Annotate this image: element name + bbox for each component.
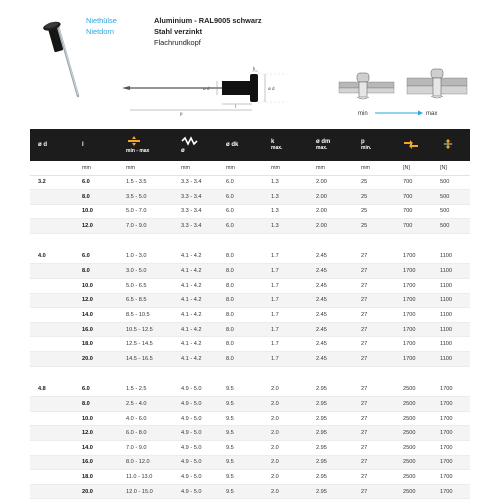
col-header-length: [74, 129, 118, 161]
table-cell: 3.3 - 3.4: [173, 190, 218, 205]
table-cell: 1100: [432, 293, 470, 308]
header-label: k: [271, 139, 275, 145]
table-cell: 1.3: [263, 204, 308, 219]
table-cell: 8.0: [218, 293, 263, 308]
table-cell: 1.5 - 2.5: [118, 382, 173, 397]
table-cell: 2.95: [308, 455, 353, 470]
diameter-cell: [30, 293, 74, 308]
table-cell: 1100: [432, 308, 470, 323]
table-cell: 2.45: [308, 264, 353, 279]
table-cell: 9.5: [218, 426, 263, 441]
table-cell: 2.95: [308, 441, 353, 456]
spacer-cell: [30, 233, 470, 249]
table-row: [30, 352, 470, 367]
header-label: l: [82, 142, 84, 148]
table-cell: 1.7: [263, 337, 308, 352]
table-cell: 2.45: [308, 337, 353, 352]
table-cell: 1.7: [263, 279, 308, 294]
table-cell: 2.95: [308, 426, 353, 441]
col-header-tensile: [432, 129, 470, 161]
table-cell: 27: [353, 470, 395, 485]
table-cell: 3.0 - 5.0: [118, 264, 173, 279]
table-cell: 2.0: [263, 441, 308, 456]
table-cell: 25: [353, 204, 395, 219]
table-cell: 27: [353, 441, 395, 456]
diameter-cell: 3.2: [30, 175, 74, 190]
header-sub: min.: [361, 145, 372, 151]
table-cell: 6.0: [218, 190, 263, 205]
table-cell: 7.0 - 9.0: [118, 441, 173, 456]
table-cell: 2.00: [308, 190, 353, 205]
table-cell: 6.0: [74, 175, 118, 190]
table-cell: 2.0: [263, 397, 308, 412]
table-cell: 2.95: [308, 470, 353, 485]
table-cell: 12.0: [74, 426, 118, 441]
table-cell: 1.3: [263, 175, 308, 190]
spacer-cell: [30, 366, 470, 382]
diameter-cell: [30, 484, 74, 499]
table-cell: 1.7: [263, 293, 308, 308]
rivet-photo: [36, 12, 86, 102]
table-cell: 1700: [432, 397, 470, 412]
table-cell: 9.5: [218, 470, 263, 485]
table-cell: 4.1 - 4.2: [173, 322, 218, 337]
col-header-mandrel-length: [353, 129, 395, 161]
spec-key: Niethülse: [86, 16, 117, 25]
table-cell: 1700: [432, 470, 470, 485]
table-row: [30, 337, 470, 352]
table-cell: 10.0: [74, 204, 118, 219]
table-cell: 2500: [395, 455, 432, 470]
table-cell: 8.0: [218, 337, 263, 352]
table-cell: 9.5: [218, 455, 263, 470]
table-cell: 1100: [432, 352, 470, 367]
header-label: ø: [181, 148, 185, 154]
table-cell: 1700: [395, 322, 432, 337]
table-cell: 6.0: [218, 204, 263, 219]
spec-row-head: [86, 37, 262, 48]
group-spacer: [30, 233, 470, 249]
table-cell: 3.3 - 3.4: [173, 204, 218, 219]
col-header-head-diameter: [218, 129, 263, 161]
table-cell: 700: [395, 190, 432, 205]
table-cell: 27: [353, 426, 395, 441]
header-sub: min - max: [126, 148, 150, 154]
grip-range-icon: [126, 136, 142, 146]
table-cell: 2.0: [263, 484, 308, 499]
diameter-cell: [30, 322, 74, 337]
table-cell: 9.5: [218, 382, 263, 397]
unit-cell: mm: [353, 161, 395, 175]
table-cell: 27: [353, 337, 395, 352]
table-cell: 700: [395, 204, 432, 219]
table-cell: 2500: [395, 411, 432, 426]
table-cell: 4.1 - 4.2: [173, 337, 218, 352]
table-cell: 8.0: [74, 190, 118, 205]
table-cell: 12.0 - 15.0: [118, 484, 173, 499]
table-cell: 2.0: [263, 411, 308, 426]
col-header-drill: [173, 129, 218, 161]
table-cell: 500: [432, 175, 470, 190]
diameter-cell: [30, 190, 74, 205]
table-cell: 8.0 - 12.0: [118, 455, 173, 470]
table-cell: 2.45: [308, 279, 353, 294]
table-cell: 8.0: [74, 264, 118, 279]
table-cell: 8.0: [218, 308, 263, 323]
table-cell: 3.3 - 3.4: [173, 175, 218, 190]
table-cell: 500: [432, 219, 470, 234]
table-cell: 27: [353, 484, 395, 499]
shear-force-icon: [403, 139, 419, 149]
diameter-cell: [30, 219, 74, 234]
unit-cell: mm: [263, 161, 308, 175]
table-cell: 1700: [432, 484, 470, 499]
table-cell: 1.7: [263, 308, 308, 323]
table-cell: 27: [353, 352, 395, 367]
table-cell: 4.9 - 5.0: [173, 470, 218, 485]
spec-row-mandrel: [86, 26, 262, 37]
table-cell: 1700: [432, 426, 470, 441]
col-header-head-height: [263, 129, 308, 161]
table-row: [30, 264, 470, 279]
table-cell: 1700: [395, 279, 432, 294]
table-cell: 1700: [395, 249, 432, 264]
table-cell: 14.0: [74, 308, 118, 323]
spec-value: Flachrundkopf: [154, 38, 201, 47]
table-cell: 25: [353, 175, 395, 190]
table-cell: 27: [353, 322, 395, 337]
table-cell: 2.0: [263, 470, 308, 485]
table-cell: 16.0: [74, 322, 118, 337]
table-cell: 1.5 - 3.5: [118, 175, 173, 190]
unit-cell: mm: [74, 161, 118, 175]
table-cell: 4.0 - 6.0: [118, 411, 173, 426]
table-cell: 9.5: [218, 484, 263, 499]
table-cell: 1.7: [263, 352, 308, 367]
table-row: [30, 219, 470, 234]
diameter-cell: [30, 426, 74, 441]
table-cell: 2.45: [308, 308, 353, 323]
table-cell: 1700: [432, 382, 470, 397]
table-cell: 2.00: [308, 204, 353, 219]
table-cell: 2500: [395, 470, 432, 485]
table-cell: 27: [353, 397, 395, 412]
dim-l-label: l: [235, 104, 236, 109]
table-row: [30, 249, 470, 264]
header-label: p: [361, 139, 365, 145]
table-row: [30, 322, 470, 337]
table-cell: 11.0 - 13.0: [118, 470, 173, 485]
table-cell: 12.5 - 14.5: [118, 337, 173, 352]
table-cell: 4.9 - 5.0: [173, 455, 218, 470]
diameter-cell: [30, 264, 74, 279]
unit-cell: mm: [173, 161, 218, 175]
table-cell: 1700: [395, 352, 432, 367]
table-cell: 1700: [395, 293, 432, 308]
diameter-cell: [30, 470, 74, 485]
table-cell: 27: [353, 249, 395, 264]
diameter-cell: [30, 308, 74, 323]
table-cell: 4.9 - 5.0: [173, 426, 218, 441]
table-row: [30, 484, 470, 499]
table-cell: 4.9 - 5.0: [173, 441, 218, 456]
table-cell: 18.0: [74, 470, 118, 485]
dim-dk-label: ø d: [268, 86, 275, 91]
table-cell: 1700: [432, 411, 470, 426]
table-cell: 6.0 - 8.0: [118, 426, 173, 441]
technical-drawing: [110, 66, 310, 116]
table-cell: 2.45: [308, 322, 353, 337]
table-cell: 9.5: [218, 411, 263, 426]
table-cell: 25: [353, 219, 395, 234]
unit-cell: mm: [308, 161, 353, 175]
product-header: [0, 0, 500, 125]
table-row: [30, 308, 470, 323]
table-cell: 1.7: [263, 249, 308, 264]
table-cell: 2.00: [308, 219, 353, 234]
diameter-cell: [30, 279, 74, 294]
table-cell: 7.0 - 9.0: [118, 219, 173, 234]
table-cell: 18.0: [74, 337, 118, 352]
diameter-cell: 4.8: [30, 382, 74, 397]
table-cell: 2.00: [308, 175, 353, 190]
table-cell: 1100: [432, 322, 470, 337]
spec-block: [86, 15, 262, 48]
table-cell: 1100: [432, 279, 470, 294]
col-header-mandrel-diameter: [308, 129, 353, 161]
tensile-force-icon: [440, 139, 456, 149]
table-cell: 4.1 - 4.2: [173, 279, 218, 294]
table-cell: 27: [353, 411, 395, 426]
table-cell: 6.0: [218, 219, 263, 234]
table-cell: 16.0: [74, 455, 118, 470]
grip-range-illustration: [335, 65, 475, 125]
grip-max-label: max: [426, 111, 438, 117]
table-row: [30, 441, 470, 456]
header-label: ø dk: [226, 142, 239, 148]
table-cell: 1700: [395, 264, 432, 279]
table-cell: 27: [353, 293, 395, 308]
table-cell: 27: [353, 279, 395, 294]
table-cell: 1100: [432, 264, 470, 279]
table-row: [30, 397, 470, 412]
table-cell: 2.95: [308, 397, 353, 412]
diameter-cell: [30, 352, 74, 367]
table-cell: 8.0: [218, 264, 263, 279]
table-cell: 4.9 - 5.0: [173, 411, 218, 426]
table-cell: 10.0: [74, 279, 118, 294]
spec-value: Stahl verzinkt: [154, 27, 203, 36]
table-cell: 2.45: [308, 249, 353, 264]
table-cell: 2.0: [263, 382, 308, 397]
table-header-row: [30, 129, 470, 161]
table-cell: 27: [353, 455, 395, 470]
table-cell: 2500: [395, 397, 432, 412]
grip-min-label: min: [358, 111, 368, 117]
table-cell: 10.5 - 12.5: [118, 322, 173, 337]
header-label: ø d: [38, 142, 47, 148]
table-row: [30, 279, 470, 294]
table-row: [30, 470, 470, 485]
diameter-cell: [30, 411, 74, 426]
diameter-cell: [30, 204, 74, 219]
table-cell: 10.0: [74, 411, 118, 426]
table-cell: 14.5 - 16.5: [118, 352, 173, 367]
table-cell: 2.0: [263, 455, 308, 470]
table-cell: 12.0: [74, 219, 118, 234]
table-cell: 8.0: [218, 322, 263, 337]
table-cell: 2500: [395, 426, 432, 441]
table-cell: 1700: [432, 455, 470, 470]
table-cell: 6.5 - 8.5: [118, 293, 173, 308]
table-cell: 1.0 - 3.0: [118, 249, 173, 264]
unit-cell: [N]: [432, 161, 470, 175]
table-cell: 1100: [432, 249, 470, 264]
col-header-grip-range: [118, 129, 173, 161]
table-row: [30, 293, 470, 308]
table-cell: 2.95: [308, 382, 353, 397]
table-row: [30, 426, 470, 441]
header-label: ø dm: [316, 139, 331, 145]
table-cell: 2500: [395, 441, 432, 456]
header-sub: max.: [316, 145, 328, 151]
rivet-spec-table: [30, 129, 470, 499]
diameter-cell: 4.0: [30, 249, 74, 264]
table-cell: 2500: [395, 484, 432, 499]
table-row: [30, 455, 470, 470]
unit-cell: [30, 161, 74, 175]
table-cell: 27: [353, 308, 395, 323]
table-cell: 4.9 - 5.0: [173, 382, 218, 397]
table-cell: 27: [353, 382, 395, 397]
table-cell: 4.1 - 4.2: [173, 352, 218, 367]
table-cell: 2.45: [308, 352, 353, 367]
col-header-shear: [395, 129, 432, 161]
table-cell: 8.0: [218, 279, 263, 294]
table-cell: 1100: [432, 337, 470, 352]
spec-row-sleeve: [86, 15, 262, 26]
table-cell: 4.1 - 4.2: [173, 249, 218, 264]
table-cell: 500: [432, 204, 470, 219]
header-sub: max.: [271, 145, 283, 151]
table-cell: 500: [432, 190, 470, 205]
table-cell: 1700: [395, 308, 432, 323]
table-cell: 5.0 - 6.5: [118, 279, 173, 294]
table-cell: 8.0: [218, 249, 263, 264]
table-cell: 2.45: [308, 293, 353, 308]
table-cell: 2.95: [308, 484, 353, 499]
unit-cell: mm: [218, 161, 263, 175]
group-spacer: [30, 366, 470, 382]
table-cell: 5.0 - 7.0: [118, 204, 173, 219]
table-cell: 1.7: [263, 264, 308, 279]
table-cell: 2.95: [308, 411, 353, 426]
table-cell: 1700: [432, 441, 470, 456]
table-row: [30, 204, 470, 219]
table-cell: 700: [395, 175, 432, 190]
table-cell: 4.1 - 4.2: [173, 308, 218, 323]
table-cell: 27: [353, 264, 395, 279]
table-row: [30, 175, 470, 190]
spec-value: Aluminium - RAL9005 schwarz: [154, 16, 262, 25]
unit-cell: [N]: [395, 161, 432, 175]
table-cell: 2.0: [263, 426, 308, 441]
table-cell: 700: [395, 219, 432, 234]
table-cell: 8.5 - 10.5: [118, 308, 173, 323]
table-units-row: [30, 161, 470, 175]
table-cell: 2.5 - 4.0: [118, 397, 173, 412]
dim-p-label: p: [180, 111, 183, 116]
table-cell: 4.9 - 5.0: [173, 484, 218, 499]
table-cell: 2500: [395, 382, 432, 397]
table-cell: 4.9 - 5.0: [173, 397, 218, 412]
table-cell: 3.5 - 5.0: [118, 190, 173, 205]
drill-bit-icon: [181, 136, 199, 146]
table-cell: 6.0: [74, 249, 118, 264]
table-cell: 14.0: [74, 441, 118, 456]
table-cell: 25: [353, 190, 395, 205]
table-body: [30, 175, 470, 499]
table-cell: 1.3: [263, 190, 308, 205]
table-cell: 9.5: [218, 397, 263, 412]
diameter-cell: [30, 455, 74, 470]
table-cell: 1700: [395, 337, 432, 352]
table-cell: 12.0: [74, 293, 118, 308]
table-cell: 9.5: [218, 441, 263, 456]
table-cell: 1.3: [263, 219, 308, 234]
table-row: [30, 382, 470, 397]
table-cell: 1.7: [263, 322, 308, 337]
table-cell: 20.0: [74, 352, 118, 367]
dim-dd-label: ø d: [203, 86, 210, 91]
table-cell: 4.1 - 4.2: [173, 264, 218, 279]
table-row: [30, 190, 470, 205]
diameter-cell: [30, 337, 74, 352]
dim-k-label: k: [253, 66, 256, 71]
spec-key: Nietdorn: [86, 27, 114, 36]
table-cell: 8.0: [218, 352, 263, 367]
col-header-diameter: [30, 129, 74, 161]
table-cell: 6.0: [218, 175, 263, 190]
table-cell: 6.0: [74, 382, 118, 397]
diameter-cell: [30, 397, 74, 412]
unit-cell: mm: [118, 161, 173, 175]
table-cell: 8.0: [74, 397, 118, 412]
diameter-cell: [30, 441, 74, 456]
table-row: [30, 411, 470, 426]
table-cell: 4.1 - 4.2: [173, 293, 218, 308]
table-cell: 3.3 - 3.4: [173, 219, 218, 234]
table-cell: 20.0: [74, 484, 118, 499]
